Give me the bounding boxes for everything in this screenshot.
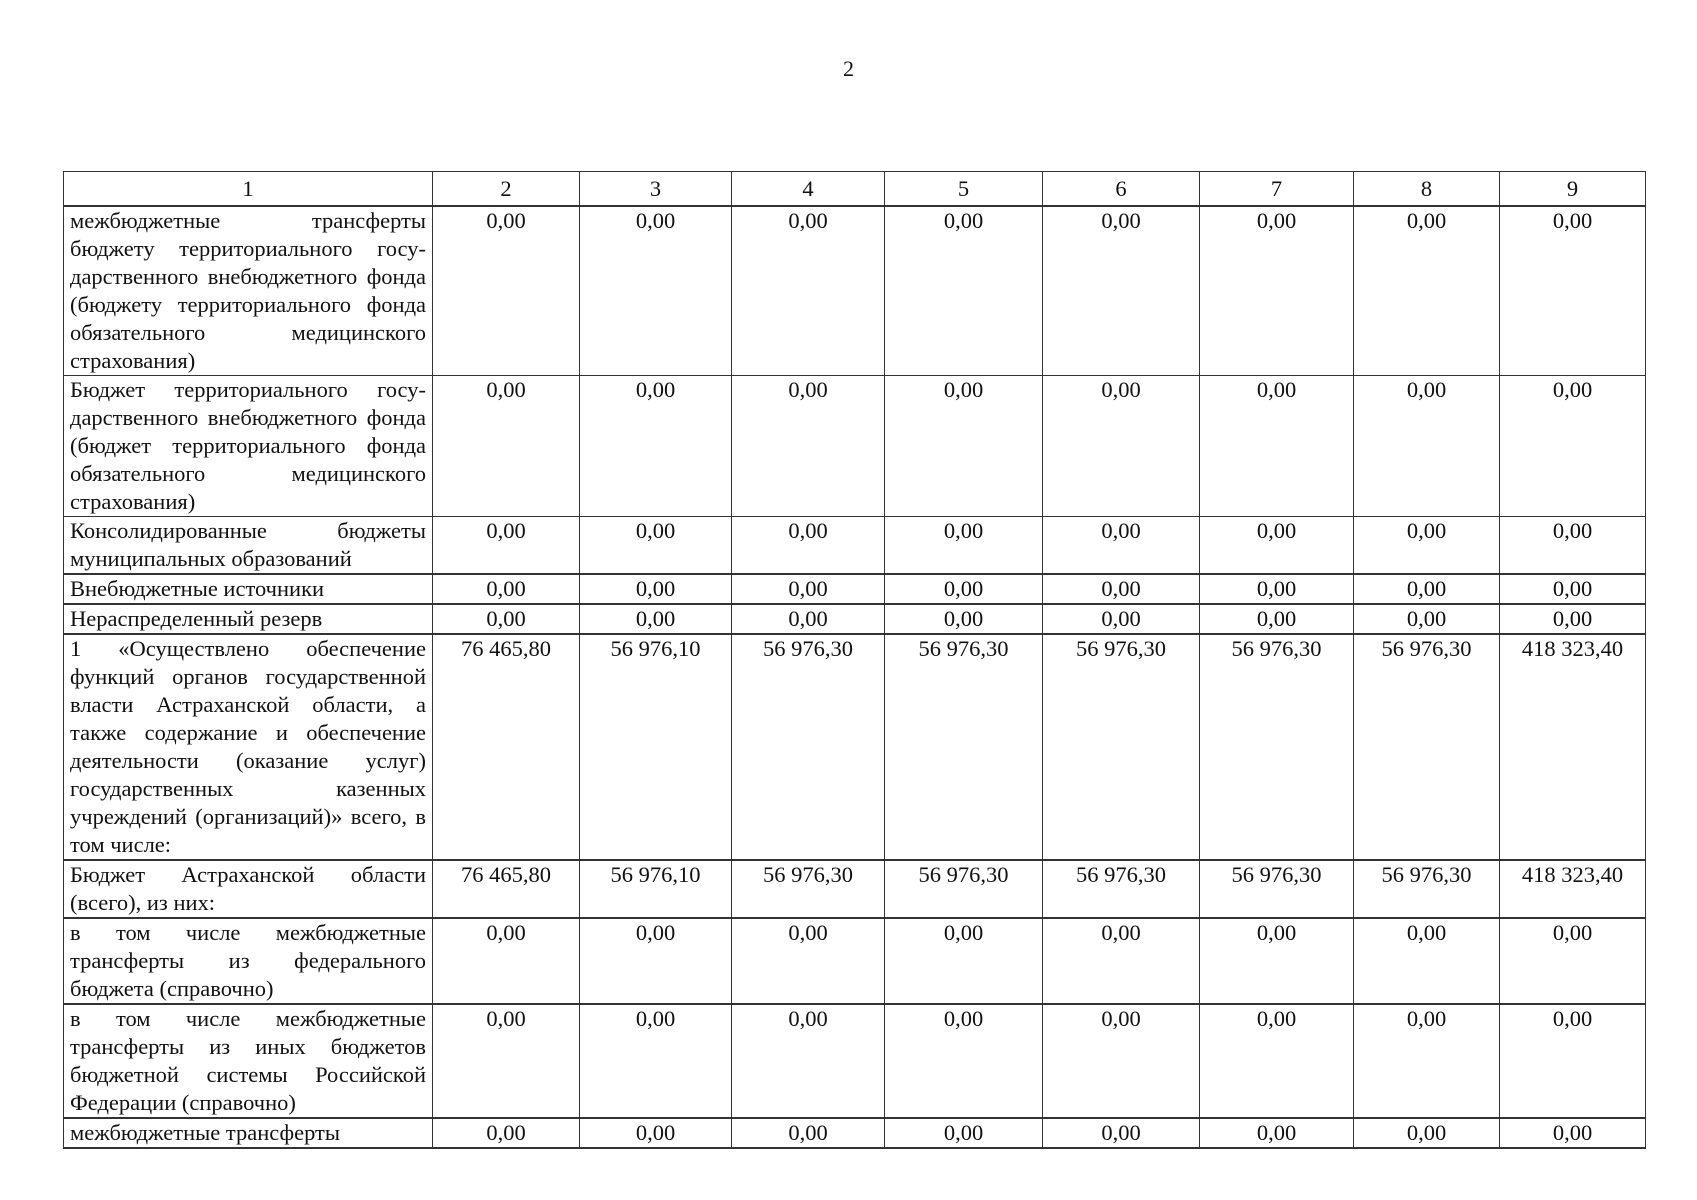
cell-value: 0,00 (1500, 376, 1646, 517)
cell-value: 0,00 (433, 1118, 580, 1148)
cell-value: 0,00 (885, 574, 1043, 604)
cell-value: 0,00 (1200, 376, 1354, 517)
cell-value: 0,00 (1500, 918, 1646, 1004)
cell-value: 0,00 (1043, 206, 1200, 376)
cell-value: 0,00 (885, 517, 1043, 575)
table-row (64, 517, 1646, 575)
cell-value: 0,00 (1043, 1004, 1200, 1118)
column-header: 1 (64, 172, 433, 207)
cell-value: 0,00 (885, 1004, 1043, 1118)
cell-value: 418 323,40 (1500, 634, 1646, 860)
cell-value: 56 976,30 (1043, 860, 1200, 918)
cell-value: 0,00 (580, 376, 732, 517)
cell-value: 0,00 (1043, 1118, 1200, 1148)
cell-value: 56 976,30 (1043, 634, 1200, 860)
cell-value: 0,00 (1354, 1118, 1500, 1148)
row-label: Нераспределенный резерв (64, 604, 433, 634)
cell-value: 0,00 (1043, 918, 1200, 1004)
table-row (64, 634, 1646, 860)
cell-value: 0,00 (1354, 574, 1500, 604)
table-row (64, 860, 1646, 918)
cell-value: 0,00 (732, 604, 885, 634)
cell-value: 0,00 (433, 1004, 580, 1118)
header-row (64, 172, 1646, 207)
table-row (64, 918, 1646, 1004)
cell-value: 0,00 (1354, 1004, 1500, 1118)
row-label: Консолидированные бюджеты муниципальных образований (64, 517, 433, 575)
table-row (64, 206, 1646, 376)
cell-value: 0,00 (1200, 1004, 1354, 1118)
cell-value: 0,00 (1500, 574, 1646, 604)
cell-value: 0,00 (580, 574, 732, 604)
cell-value: 0,00 (1043, 376, 1200, 517)
cell-value: 0,00 (732, 1004, 885, 1118)
cell-value: 0,00 (1500, 517, 1646, 575)
row-label: Бюджет территориального государственного внебюджетного фонда (бюджет территориального фонда обязательного медицинского страхования) (64, 376, 433, 517)
column-header: 7 (1200, 172, 1354, 207)
table-row (64, 574, 1646, 604)
cell-value: 0,00 (732, 574, 885, 604)
cell-value: 0,00 (732, 517, 885, 575)
cell-value: 0,00 (1354, 517, 1500, 575)
cell-value: 0,00 (732, 1118, 885, 1148)
budget-table (63, 171, 1646, 1149)
cell-value: 0,00 (1500, 604, 1646, 634)
column-header: 5 (885, 172, 1043, 207)
cell-value: 0,00 (1043, 574, 1200, 604)
row-label: в том числе межбюджетные трансферты из федерального бюджета (справочно) (64, 918, 433, 1004)
cell-value: 56 976,10 (580, 860, 732, 918)
page-number: 2 (843, 56, 854, 81)
cell-value: 0,00 (433, 604, 580, 634)
cell-value: 0,00 (1354, 604, 1500, 634)
table-row (64, 376, 1646, 517)
cell-value: 76 465,80 (433, 634, 580, 860)
cell-value: 56 976,30 (732, 860, 885, 918)
row-label: 1 «Осуществлено обеспечение функций органов государственной власти Астраханской области, а также содержание и обеспечение деятельности (оказание услуг) государственных казенных учреждений (организаций)» всего, в том числе: (64, 634, 433, 860)
cell-value: 56 976,30 (1354, 634, 1500, 860)
cell-value: 56 976,30 (732, 634, 885, 860)
cell-value: 0,00 (580, 918, 732, 1004)
cell-value: 0,00 (1200, 918, 1354, 1004)
table-row (64, 1004, 1646, 1118)
cell-value: 0,00 (1500, 1004, 1646, 1118)
cell-value: 0,00 (1500, 206, 1646, 376)
cell-value: 418 323,40 (1500, 860, 1646, 918)
cell-value: 0,00 (1200, 604, 1354, 634)
row-label: Внебюджетные источники (64, 574, 433, 604)
cell-value: 0,00 (885, 918, 1043, 1004)
cell-value: 56 976,30 (1354, 860, 1500, 918)
cell-value: 56 976,30 (885, 634, 1043, 860)
row-label: Бюджет Астраханской области (всего), из них: (64, 860, 433, 918)
cell-value: 0,00 (1043, 604, 1200, 634)
table-row (64, 1118, 1646, 1148)
cell-value: 0,00 (1043, 517, 1200, 575)
row-label: межбюджетные трансферты бюджету территориального государственного внебюджетного фонда (бюджету территориального фонда обязательного медицинского страхования) (64, 206, 433, 376)
cell-value: 0,00 (732, 376, 885, 517)
cell-value: 0,00 (1354, 918, 1500, 1004)
column-header: 3 (580, 172, 732, 207)
cell-value: 0,00 (1500, 1118, 1646, 1148)
cell-value: 56 976,30 (1200, 634, 1354, 860)
cell-value: 0,00 (580, 604, 732, 634)
cell-value: 76 465,80 (433, 860, 580, 918)
row-label: в том числе межбюджетные трансферты из иных бюджетов бюджетной системы Российской Федерации (справочно) (64, 1004, 433, 1118)
column-header: 8 (1354, 172, 1500, 207)
cell-value: 0,00 (1354, 376, 1500, 517)
cell-value: 0,00 (885, 604, 1043, 634)
cell-value: 0,00 (580, 517, 732, 575)
table-row (64, 604, 1646, 634)
cell-value: 0,00 (433, 574, 580, 604)
cell-value: 56 976,30 (885, 860, 1043, 918)
cell-value: 0,00 (885, 376, 1043, 517)
column-header: 2 (433, 172, 580, 207)
cell-value: 0,00 (433, 206, 580, 376)
cell-value: 0,00 (1200, 206, 1354, 376)
cell-value: 0,00 (732, 918, 885, 1004)
cell-value: 0,00 (433, 376, 580, 517)
cell-value: 0,00 (433, 517, 580, 575)
cell-value: 0,00 (580, 1004, 732, 1118)
cell-value: 0,00 (580, 1118, 732, 1148)
column-header: 9 (1500, 172, 1646, 207)
cell-value: 0,00 (1200, 574, 1354, 604)
row-label: межбюджетные трансферты (64, 1118, 433, 1148)
cell-value: 0,00 (732, 206, 885, 376)
cell-value: 0,00 (580, 206, 732, 376)
cell-value: 56 976,30 (1200, 860, 1354, 918)
cell-value: 56 976,10 (580, 634, 732, 860)
cell-value: 0,00 (1200, 517, 1354, 575)
cell-value: 0,00 (433, 918, 580, 1004)
cell-value: 0,00 (1200, 1118, 1354, 1148)
cell-value: 0,00 (885, 1118, 1043, 1148)
cell-value: 0,00 (885, 206, 1043, 376)
column-header: 6 (1043, 172, 1200, 207)
column-header: 4 (732, 172, 885, 207)
cell-value: 0,00 (1354, 206, 1500, 376)
